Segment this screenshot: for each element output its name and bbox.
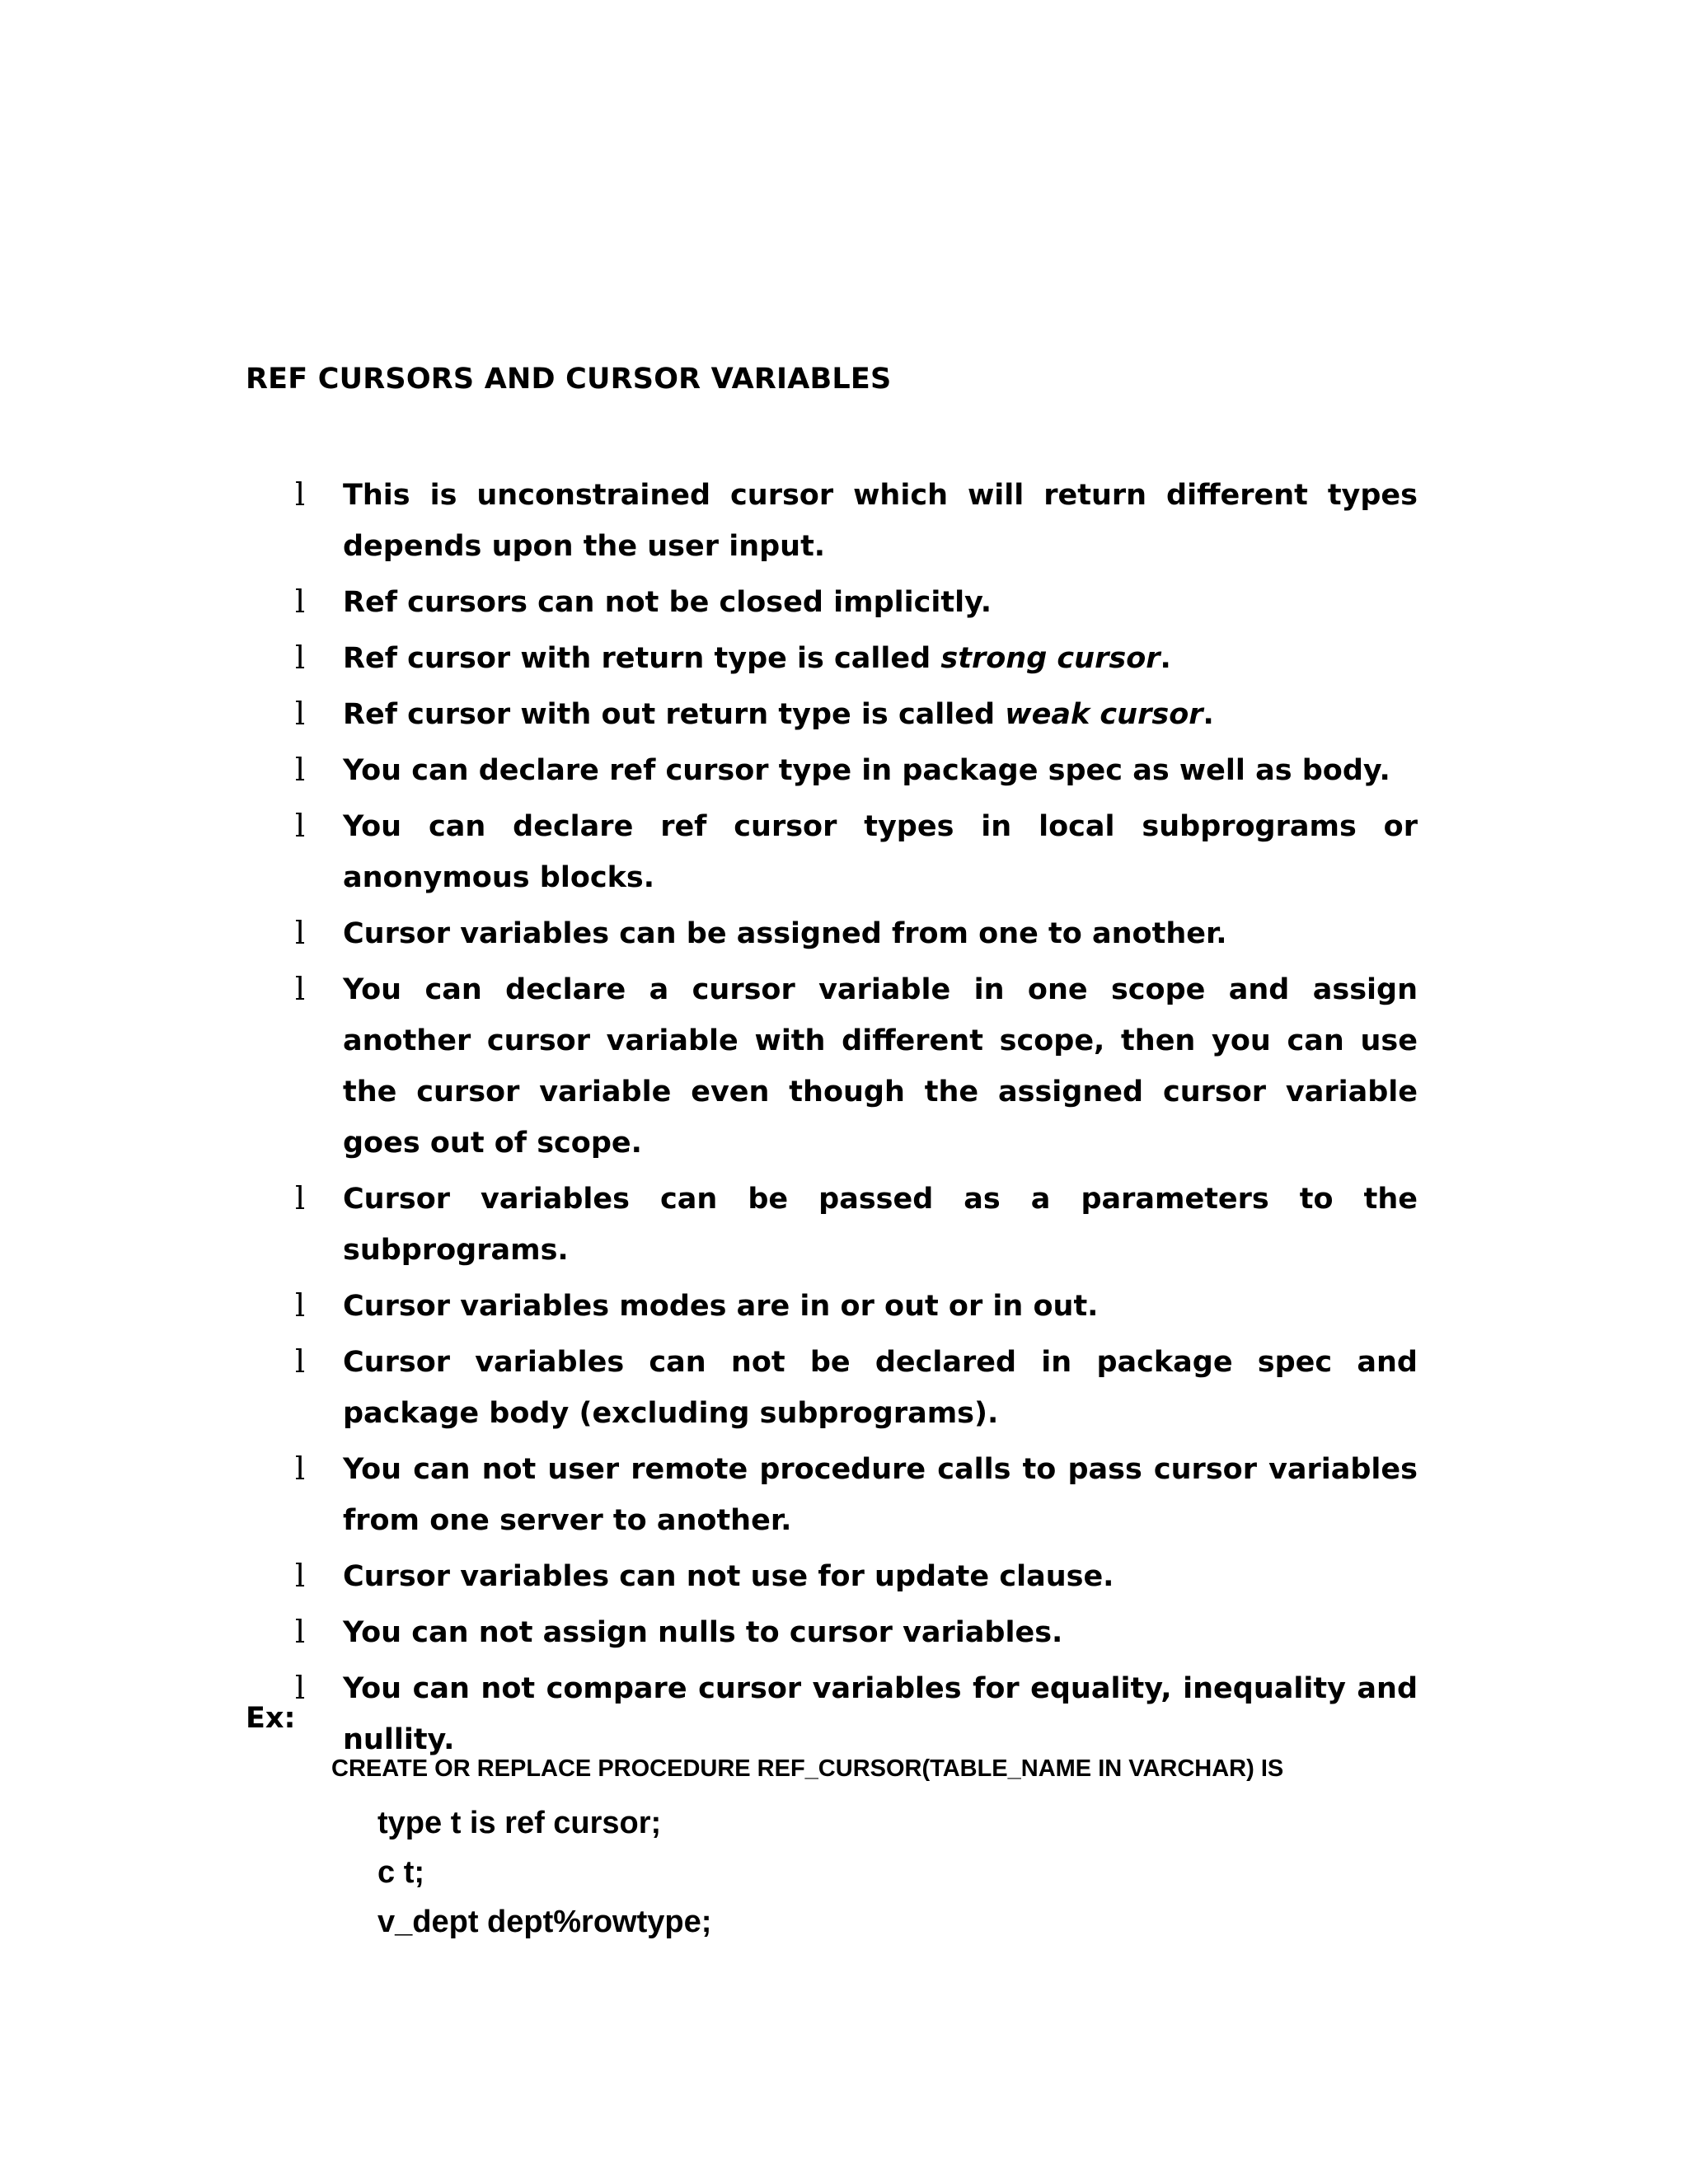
- bullet-text: Cursor variables modes are in or out or in out.: [343, 1290, 1099, 1323]
- bullet-text: You can not user remote procedure calls to pass cursor variables from one server to another.: [343, 1453, 1418, 1537]
- code-block: [377, 1798, 711, 1947]
- bullet-item: [295, 1551, 1418, 1602]
- bullet-marker: l: [295, 476, 306, 513]
- bullet-marker: l: [295, 752, 306, 788]
- bullet-text-suffix: .: [1203, 698, 1214, 731]
- bullet-marker: l: [295, 808, 306, 844]
- bullet-text: Cursor variables can not use for update clause.: [343, 1560, 1114, 1593]
- bullet-emphasis: weak cursor: [1005, 698, 1203, 731]
- bullet-text: Ref cursors can not be closed implicitly.: [343, 586, 992, 619]
- bullet-text-suffix: .: [1160, 642, 1171, 675]
- bullet-item: [295, 1174, 1418, 1276]
- bullet-marker: l: [295, 1614, 306, 1650]
- bullet-marker: l: [295, 583, 306, 620]
- section-heading: REF CURSORS AND CURSOR VARIABLES: [246, 363, 892, 396]
- bullet-marker: l: [295, 1180, 306, 1216]
- bullet-item: [295, 689, 1418, 740]
- bullet-item: [295, 908, 1418, 959]
- bullet-text: Ref cursor with return type is called: [343, 642, 941, 675]
- bullet-item: [295, 633, 1418, 684]
- example-label: Ex:: [246, 1702, 296, 1735]
- bullet-marker: l: [295, 1343, 306, 1380]
- bullet-text: Cursor variables can be assigned from one to another.: [343, 917, 1227, 950]
- code-line: type t is ref cursor;: [377, 1806, 662, 1840]
- bullet-text: You can declare ref cursor types in local subprograms or anonymous blocks.: [343, 810, 1418, 894]
- bullet-item: [295, 1444, 1418, 1546]
- bullet-item: [295, 1663, 1418, 1765]
- bullet-item: [295, 470, 1418, 572]
- bullet-item: [295, 801, 1418, 903]
- bullet-marker: l: [295, 1451, 306, 1487]
- bullet-emphasis: strong cursor: [940, 642, 1160, 675]
- bullet-marker: l: [295, 1558, 306, 1594]
- bullet-text: Cursor variables can not be declared in package spec and package body (excluding subprograms).: [343, 1346, 1418, 1430]
- bullet-item: [295, 1607, 1418, 1658]
- bullet-text: Ref cursor with out return type is called: [343, 698, 1006, 731]
- code-procedure-header: CREATE OR REPLACE PROCEDURE REF_CURSOR(TABLE_NAME IN VARCHAR) IS: [331, 1755, 1284, 1782]
- bullet-text: You can not assign nulls to cursor variables.: [343, 1616, 1063, 1649]
- bullet-marker: l: [295, 640, 306, 676]
- bullet-text: You can declare ref cursor type in package spec as well as body.: [343, 754, 1390, 787]
- bullet-text: You can declare a cursor variable in one scope and assign another cursor variable with different scope, then you can use the cursor variable even though the assigned cursor variable goes out of scope.: [343, 973, 1418, 1160]
- code-line: v_dept dept%rowtype;: [377, 1905, 712, 1939]
- bullet-marker: l: [295, 1287, 306, 1324]
- bullet-marker: l: [295, 1670, 306, 1706]
- bullet-text: Cursor variables can be passed as a parameters to the subprograms.: [343, 1183, 1418, 1267]
- bullet-item: [295, 1337, 1418, 1439]
- bullet-item: [295, 577, 1418, 628]
- bullet-item: [295, 964, 1418, 1169]
- bullet-marker: l: [295, 971, 306, 1007]
- bullet-list: [295, 470, 1418, 1765]
- bullet-text: You can not compare cursor variables for equality, inequality and nullity.: [343, 1672, 1418, 1756]
- bullet-marker: l: [295, 915, 306, 951]
- code-line: c t;: [377, 1855, 424, 1890]
- bullet-item: [295, 1281, 1418, 1332]
- bullet-item: [295, 745, 1418, 796]
- bullet-text: This is unconstrained cursor which will return different types depends upon the user input.: [343, 479, 1418, 563]
- bullet-marker: l: [295, 696, 306, 732]
